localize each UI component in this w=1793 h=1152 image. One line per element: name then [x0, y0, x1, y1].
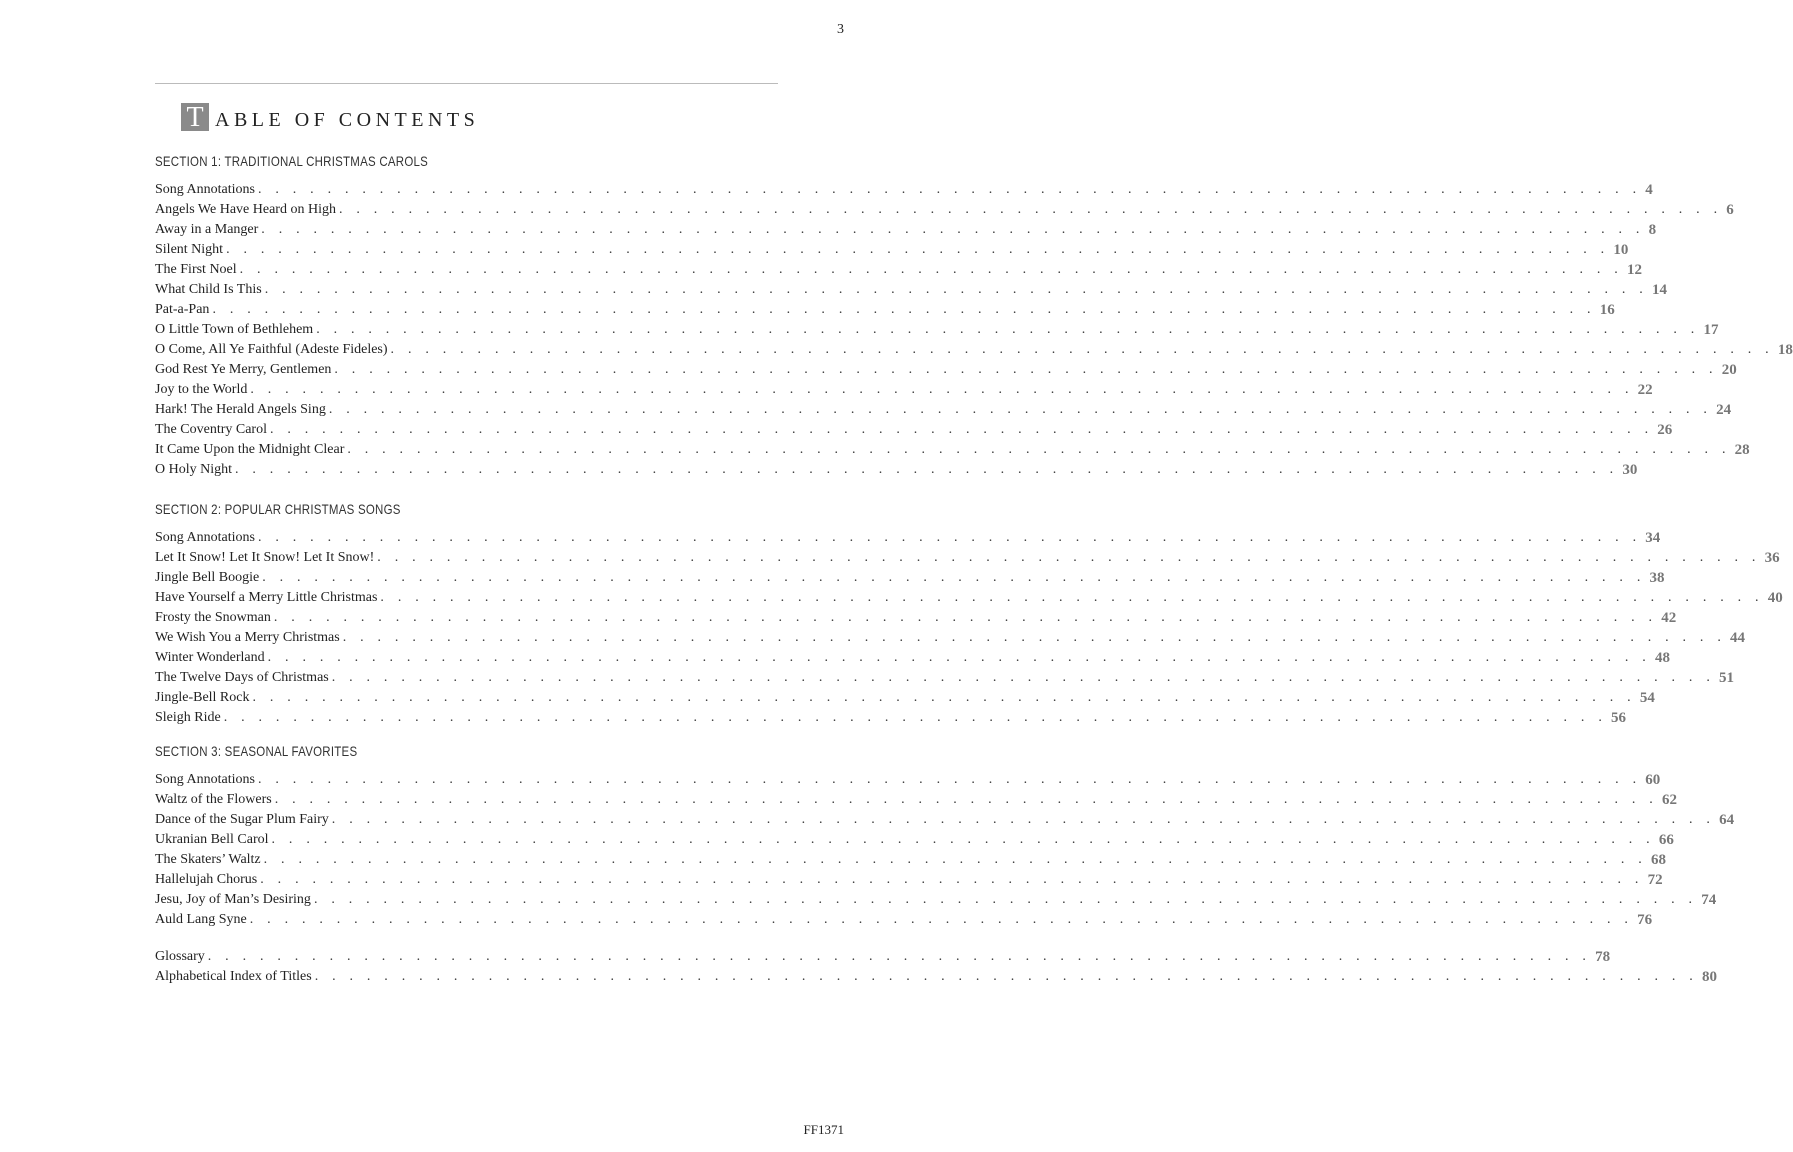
entry-title: Pat-a-Pan — [155, 302, 210, 317]
dot-leader: . . . . . . . . . . . . . . . . . . . . . . . . . . . . . . . . . . . . . . . . . . . . . . . . . . . . . . . . . . . . . . . . . . . . . . . . . . . . . . . . — [262, 570, 1646, 585]
toc-entry[interactable] — [155, 588, 1783, 608]
entry-title: Ukranian Bell Carol — [155, 832, 269, 847]
toc-entry[interactable] — [155, 668, 1735, 688]
dot-leader: . . . . . . . . . . . . . . . . . . . . . . . . . . . . . . . . . . . . . . . . . . . . . . . . . . . . . . . . . . . . . . . . . . . . . . . . . . . . . . . . — [271, 832, 1655, 847]
entry-page: 14 — [1652, 282, 1667, 298]
page-title — [181, 103, 479, 131]
entry-title: Hallelujah Chorus — [155, 872, 258, 887]
dot-leader: . . . . . . . . . . . . . . . . . . . . . . . . . . . . . . . . . . . . . . . . . . . . . . . . . . . . . . . . . . . . . . . . . . . . . . . . . . . . . . . . — [316, 322, 1700, 337]
entry-title: We Wish You a Merry Christmas — [155, 630, 340, 645]
entry-title: Song Annotations — [155, 182, 255, 197]
toc-entry[interactable] — [155, 810, 1735, 830]
title-drop-cap: T — [181, 103, 209, 131]
toc-entry[interactable] — [155, 260, 1642, 280]
entry-page: 60 — [1645, 772, 1661, 788]
toc-entry[interactable] — [155, 320, 1719, 340]
entry-page: 80 — [1702, 969, 1718, 985]
footer-code: FF1371 — [803, 1122, 844, 1137]
entry-page: 76 — [1637, 912, 1653, 928]
dot-leader: . . . . . . . . . . . . . . . . . . . . . . . . . . . . . . . . . . . . . . . . . . . . . . . . . . . . . . . . . . . . . . . . . . . . . . . . . . . . . . . . — [250, 382, 1634, 397]
entry-page: 20 — [1721, 362, 1737, 378]
entry-title: Frosty the Snowman — [155, 610, 271, 625]
header-rule — [155, 83, 778, 84]
toc-entry[interactable] — [155, 850, 1666, 870]
dot-leader: . . . . . . . . . . . . . . . . . . . . . . . . . . . . . . . . . . . . . . . . . . . . . . . . . . . . . . . . . . . . . . . . . . . . . . . . . . . . . . . . — [235, 462, 1619, 477]
entry-title: Jingle Bell Boogie — [155, 570, 260, 585]
toc-entry[interactable] — [155, 790, 1677, 810]
entry-page: 24 — [1716, 402, 1732, 418]
entry-page: 16 — [1599, 302, 1615, 318]
section-seasonal-favorites — [155, 743, 1735, 930]
toc-entry[interactable] — [155, 548, 1780, 568]
toc-entry[interactable] — [155, 220, 1657, 240]
toc-entry[interactable] — [155, 708, 1627, 728]
entry-title: O Come, All Ye Faithful (Adeste Fideles) — [155, 342, 388, 357]
dot-leader: . . . . . . . . . . . . . . . . . . . . . . . . . . . . . . . . . . . . . . . . . . . . . . . . . . . . . . . . . . . . . . . . . . . . . . . . . . . . . . . . — [212, 302, 1596, 317]
entry-title: God Rest Ye Merry, Gentlemen — [155, 362, 332, 377]
toc-entry[interactable] — [155, 528, 1661, 548]
entry-title: Dance of the Sugar Plum Fairy — [155, 812, 329, 827]
toc-entry[interactable] — [155, 400, 1732, 420]
dot-leader: . . . . . . . . . . . . . . . . . . . . . . . . . . . . . . . . . . . . . . . . . . . . . . . . . . . . . . . . . . . . . . . . . . . . . . . . . . . . . . . . — [380, 590, 1764, 605]
entry-page: 48 — [1654, 650, 1670, 666]
toc-entry[interactable] — [155, 648, 1670, 668]
entry-title: Silent Night — [155, 242, 224, 257]
toc-entry[interactable] — [155, 967, 1718, 987]
entry-title: The First Noel — [155, 262, 237, 277]
entry-title: Let It Snow! Let It Snow! Let It Snow! — [155, 550, 375, 565]
entry-page: 18 — [1777, 342, 1793, 358]
toc-entry[interactable] — [155, 180, 1653, 200]
dot-leader: . . . . . . . . . . . . . . . . . . . . . . . . . . . . . . . . . . . . . . . . . . . . . . . . . . . . . . . . . . . . . . . . . . . . . . . . . . . . . . . . — [267, 650, 1651, 665]
entry-page: 6 — [1726, 202, 1734, 218]
entry-title: Hark! The Herald Angels Sing — [155, 402, 326, 417]
dot-leader: . . . . . . . . . . . . . . . . . . . . . . . . . . . . . . . . . . . . . . . . . . . . . . . . . . . . . . . . . . . . . . . . . . . . . . . . . . . . . . . . — [347, 442, 1731, 457]
dot-leader: . . . . . . . . . . . . . . . . . . . . . . . . . . . . . . . . . . . . . . . . . . . . . . . . . . . . . . . . . . . . . . . . . . . . . . . . . . . . . . . . — [313, 892, 1698, 907]
entry-page: 62 — [1662, 792, 1677, 808]
entry-title: Auld Lang Syne — [155, 912, 247, 927]
dot-leader: . . . . . . . . . . . . . . . . . . . . . . . . . . . . . . . . . . . . . . . . . . . . . . . . . . . . . . . . . . . . . . . . . . . . . . . . . . . . . . . . — [274, 792, 1658, 807]
entry-title: Glossary — [155, 949, 205, 964]
entry-page: 38 — [1649, 570, 1665, 586]
toc-entry[interactable] — [155, 910, 1653, 930]
entry-page: 44 — [1730, 630, 1746, 646]
section-popular-songs — [155, 501, 1783, 728]
dot-leader: . . . . . . . . . . . . . . . . . . . . . . . . . . . . . . . . . . . . . . . . . . . . . . . . . . . . . . . . . . . . . . . . . . . . . . . . . . . . . . . . — [261, 222, 1645, 237]
dot-leader: . . . . . . . . . . . . . . . . . . . . . . . . . . . . . . . . . . . . . . . . . . . . . . . . . . . . . . . . . . . . . . . . . . . . . . . . . . . . . . . . — [257, 530, 1642, 545]
section-heading: SECTION 2: POPULAR CHRISTMAS SONGS — [155, 501, 401, 517]
section-heading: SECTION 3: SEASONAL FAVORITES — [155, 743, 358, 759]
entry-page: 78 — [1595, 949, 1611, 965]
toc-entry[interactable] — [155, 200, 1734, 220]
dot-leader: . . . . . . . . . . . . . . . . . . . . . . . . . . . . . . . . . . . . . . . . . . . . . . . . . . . . . . . . . . . . . . . . . . . . . . . . . . . . . . . . — [252, 690, 1636, 705]
toc-entry[interactable] — [155, 688, 1655, 708]
dot-leader: . . . . . . . . . . . . . . . . . . . . . . . . . . . . . . . . . . . . . . . . . . . . . . . . . . . . . . . . . . . . . . . . . . . . . . . . . . . . . . . . — [331, 670, 1716, 685]
entry-page: 28 — [1734, 442, 1750, 458]
toc-entry[interactable] — [155, 870, 1663, 890]
entry-title: O Little Town of Bethlehem — [155, 322, 314, 337]
title-text: ABLE OF CONTENTS — [215, 109, 480, 131]
entry-title: The Twelve Days of Christmas — [155, 670, 329, 685]
entry-title: Song Annotations — [155, 530, 255, 545]
dot-leader: . . . . . . . . . . . . . . . . . . . . . . . . . . . . . . . . . . . . . . . . . . . . . . . . . . . . . . . . . . . . . . . . . . . . . . . . . . . . . . . . — [269, 422, 1654, 437]
dot-leader: . . . . . . . . . . . . . . . . . . . . . . . . . . . . . . . . . . . . . . . . . . . . . . . . . . . . . . . . . . . . . . . . . . . . . . . . . . . . . . . . — [390, 342, 1774, 357]
entry-title: Jesu, Joy of Man’s Desiring — [155, 892, 311, 907]
toc-entry[interactable] — [155, 830, 1674, 850]
toc-entry[interactable] — [155, 380, 1653, 400]
entry-page: 12 — [1626, 262, 1642, 278]
dot-leader: . . . . . . . . . . . . . . . . . . . . . . . . . . . . . . . . . . . . . . . . . . . . . . . . . . . . . . . . . . . . . . . . . . . . . . . . . . . . . . . . — [263, 852, 1647, 867]
entry-page: 72 — [1647, 872, 1663, 888]
dot-leader: . . . . . . . . . . . . . . . . . . . . . . . . . . . . . . . . . . . . . . . . . . . . . . . . . . . . . . . . . . . . . . . . . . . . . . . . . . . . . . . . — [249, 912, 1634, 927]
dot-leader: . . . . . . . . . . . . . . . . . . . . . . . . . . . . . . . . . . . . . . . . . . . . . . . . . . . . . . . . . . . . . . . . . . . . . . . . . . . . . . . . — [223, 710, 1608, 725]
toc-entry[interactable] — [155, 440, 1750, 460]
entry-title: Song Annotations — [155, 772, 255, 787]
entry-page: 34 — [1645, 530, 1661, 546]
section-back-matter — [155, 947, 1718, 987]
toc-entry[interactable] — [155, 770, 1661, 790]
toc-entry[interactable] — [155, 460, 1638, 480]
dot-leader: . . . . . . . . . . . . . . . . . . . . . . . . . . . . . . . . . . . . . . . . . . . . . . . . . . . . . . . . . . . . . . . . . . . . . . . . . . . . . . . . — [264, 282, 1648, 297]
entry-page: 17 — [1703, 322, 1719, 338]
toc-entry[interactable] — [155, 628, 1746, 648]
entry-page: 51 — [1719, 670, 1735, 686]
entry-page: 4 — [1645, 182, 1653, 198]
entry-page: 42 — [1661, 610, 1677, 626]
toc-entry[interactable] — [155, 608, 1677, 628]
entry-page: 56 — [1611, 710, 1627, 726]
entry-title: Sleigh Ride — [155, 710, 221, 725]
toc-entry[interactable] — [155, 240, 1629, 260]
toc-entry[interactable] — [155, 420, 1673, 440]
entry-page: 54 — [1639, 690, 1655, 706]
entry-title: Joy to the World — [155, 382, 248, 397]
section-traditional-carols — [155, 153, 1793, 480]
dot-leader: . . . . . . . . . . . . . . . . . . . . . . . . . . . . . . . . . . . . . . . . . . . . . . . . . . . . . . . . . . . . . . . . . . . . . . . . . . . . . . . . — [314, 969, 1699, 984]
dot-leader: . . . . . . . . . . . . . . . . . . . . . . . . . . . . . . . . . . . . . . . . . . . . . . . . . . . . . . . . . . . . . . . . . . . . . . . . . . . . . . . . — [342, 630, 1727, 645]
toc-entry[interactable] — [155, 300, 1615, 320]
dot-leader: . . . . . . . . . . . . . . . . . . . . . . . . . . . . . . . . . . . . . . . . . . . . . . . . . . . . . . . . . . . . . . . . . . . . . . . . . . . . . . . . — [226, 242, 1610, 257]
entry-title: The Skaters’ Waltz — [155, 852, 261, 867]
dot-leader: . . . . . . . . . . . . . . . . . . . . . . . . . . . . . . . . . . . . . . . . . . . . . . . . . . . . . . . . . . . . . . . . . . . . . . . . . . . . . . . . — [334, 362, 1718, 377]
entry-page: 68 — [1650, 852, 1666, 868]
entry-title: What Child Is This — [155, 282, 262, 297]
dot-leader: . . . . . . . . . . . . . . . . . . . . . . . . . . . . . . . . . . . . . . . . . . . . . . . . . . . . . . . . . . . . . . . . . . . . . . . . . . . . . . . . — [328, 402, 1713, 417]
toc-entry[interactable] — [155, 947, 1611, 967]
toc-entry[interactable] — [155, 340, 1793, 360]
entry-page: 40 — [1767, 590, 1783, 606]
entry-title: Alphabetical Index of Titles — [155, 969, 312, 984]
dot-leader: . . . . . . . . . . . . . . . . . . . . . . . . . . . . . . . . . . . . . . . . . . . . . . . . . . . . . . . . . . . . . . . . . . . . . . . . . . . . . . . . — [331, 812, 1716, 827]
toc-entry[interactable] — [155, 360, 1737, 380]
dot-leader: . . . . . . . . . . . . . . . . . . . . . . . . . . . . . . . . . . . . . . . . . . . . . . . . . . . . . . . . . . . . . . . . . . . . . . . . . . . . . . . . — [239, 262, 1623, 277]
entry-title: The Coventry Carol — [155, 422, 267, 437]
entry-page: 8 — [1648, 222, 1657, 238]
entry-title: Winter Wonderland — [155, 650, 265, 665]
dot-leader: . . . . . . . . . . . . . . . . . . . . . . . . . . . . . . . . . . . . . . . . . . . . . . . . . . . . . . . . . . . . . . . . . . . . . . . . . . . . . . . . — [257, 182, 1642, 197]
entry-page: 30 — [1622, 462, 1638, 478]
toc-entry[interactable] — [155, 890, 1717, 910]
entry-title: O Holy Night — [155, 462, 232, 477]
entry-page: 22 — [1637, 382, 1653, 398]
page-number: 3 — [837, 22, 844, 37]
entry-title: It Came Upon the Midnight Clear — [155, 442, 345, 457]
entry-page: 64 — [1719, 812, 1735, 828]
dot-leader: . . . . . . . . . . . . . . . . . . . . . . . . . . . . . . . . . . . . . . . . . . . . . . . . . . . . . . . . . . . . . . . . . . . . . . . . . . . . . . . . — [207, 949, 1592, 964]
toc-entry[interactable] — [155, 280, 1667, 300]
entry-title: Jingle-Bell Rock — [155, 690, 250, 705]
entry-page: 66 — [1658, 832, 1674, 848]
entry-title: Waltz of the Flowers — [155, 792, 272, 807]
toc-entry[interactable] — [155, 568, 1665, 588]
entry-title: Away in a Manger — [155, 222, 259, 237]
dot-leader: . . . . . . . . . . . . . . . . . . . . . . . . . . . . . . . . . . . . . . . . . . . . . . . . . . . . . . . . . . . . . . . . . . . . . . . . . . . . . . . . — [273, 610, 1658, 625]
dot-leader: . . . . . . . . . . . . . . . . . . . . . . . . . . . . . . . . . . . . . . . . . . . . . . . . . . . . . . . . . . . . . . . . . . . . . . . . . . . . . . . . — [260, 872, 1644, 887]
entry-page: 26 — [1657, 422, 1673, 438]
dot-leader: . . . . . . . . . . . . . . . . . . . . . . . . . . . . . . . . . . . . . . . . . . . . . . . . . . . . . . . . . . . . . . . . . . . . . . . . . . . . . . . . — [377, 550, 1761, 565]
entry-page: 10 — [1613, 242, 1629, 258]
entry-page: 74 — [1701, 892, 1717, 908]
section-heading: SECTION 1: TRADITIONAL CHRISTMAS CAROLS — [155, 153, 429, 169]
dot-leader: . . . . . . . . . . . . . . . . . . . . . . . . . . . . . . . . . . . . . . . . . . . . . . . . . . . . . . . . . . . . . . . . . . . . . . . . . . . . . . . . — [257, 772, 1642, 787]
dot-leader: . . . . . . . . . . . . . . . . . . . . . . . . . . . . . . . . . . . . . . . . . . . . . . . . . . . . . . . . . . . . . . . . . . . . . . . . . . . . . . . . — [338, 202, 1723, 217]
entry-title: Have Yourself a Merry Little Christmas — [155, 590, 378, 605]
entry-title: Angels We Have Heard on High — [155, 202, 336, 217]
entry-page: 36 — [1764, 550, 1780, 566]
